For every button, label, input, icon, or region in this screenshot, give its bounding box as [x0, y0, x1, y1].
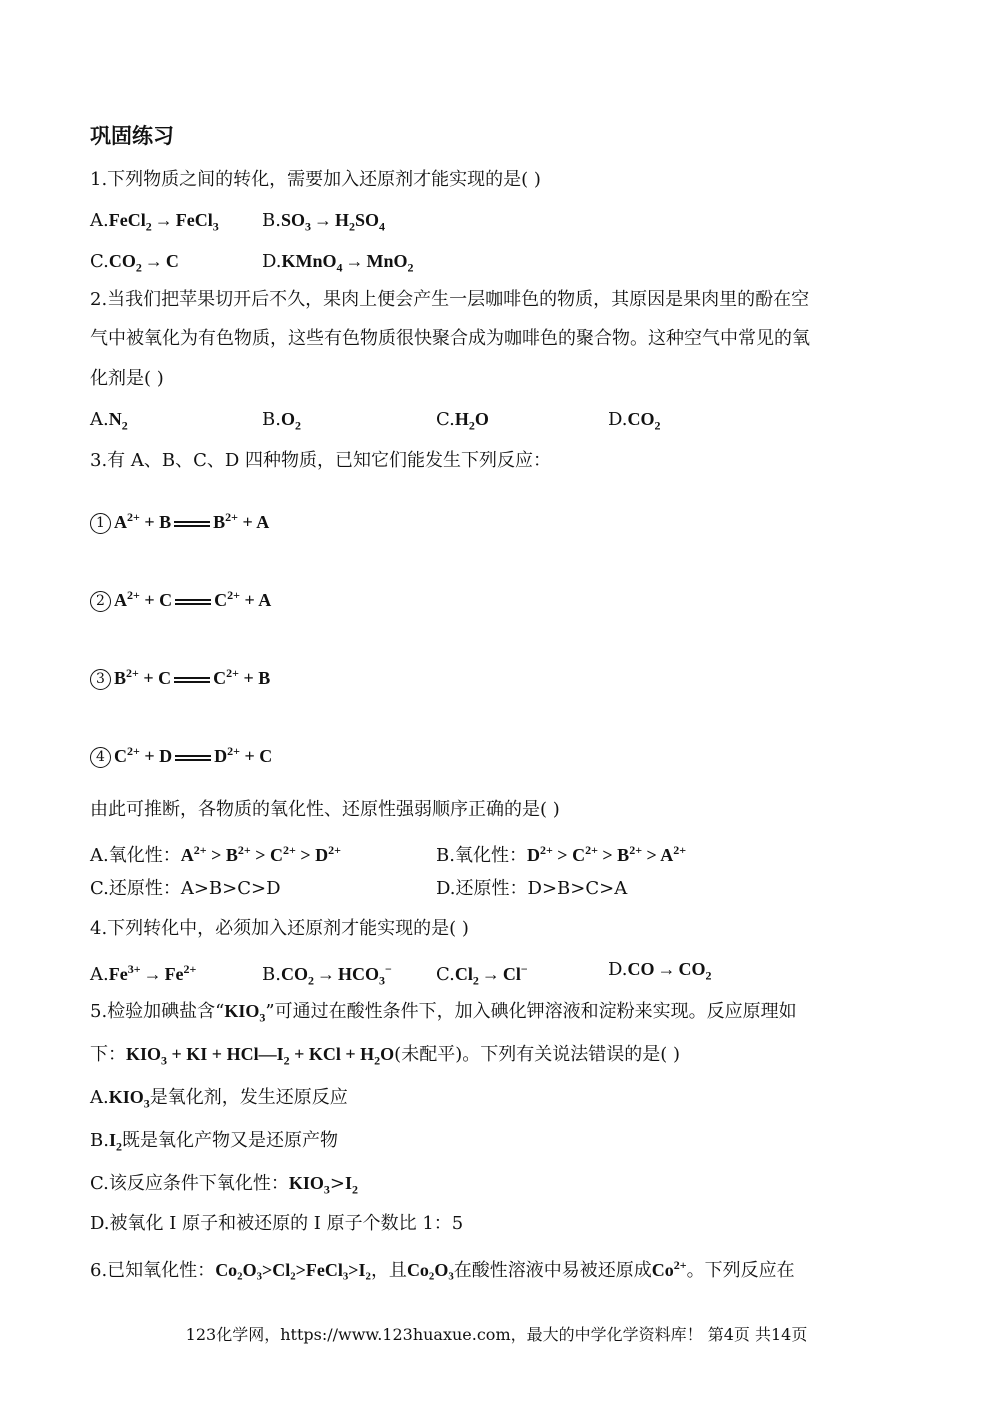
- q3-option-c: C.还原性：A>B>C>D: [90, 878, 281, 899]
- section-title: 巩固练习: [90, 123, 174, 148]
- q5-option-b: $B.I_2$既是氧化产物又是还原产物: [90, 1130, 338, 1154]
- page-footer: 123化学网，https://www.123huaxue.com，最大的中学化学资料库！ 第4页 共14页: [185, 1325, 808, 1344]
- q6-line1: 6.已知氧化性：Co₂O₃>Cl₂>FeCl₃>I₂，且Co₂O₃在酸性溶液中易被还原成$Co^{2+}$。下列反应在: [90, 1258, 795, 1281]
- q2-option-b: $B.O_2$: [262, 409, 301, 433]
- q5-equation: $KIO_3$ + KI + $HCl—I_2$ + KCl + $H_2O$: [126, 1044, 395, 1068]
- q4-option-b: $B.CO_2 \to HCO_3^-$: [262, 962, 392, 988]
- q5-option-c: C.该反应条件下氧化性：$KIO_3>I_2$: [90, 1173, 358, 1197]
- q5-option-a: $A.KIO_3$是氧化剂，发生还原反应: [90, 1087, 348, 1111]
- q2-line2: 气中被氧化为有色物质，这些有色物质很快聚合成为咖啡色的聚合物。这种空气中常见的氧: [90, 328, 810, 349]
- q5-line1: 5.检验加碘盐含“$KIO_3$”可通过在酸性条件下，加入碘化钾溶液和淀粉来实现。反应原理如: [90, 1001, 797, 1025]
- q3-option-a: A.氧化性：$A^{2+} > B^{2+} > C^{2+} > D^{2+}$: [90, 843, 341, 866]
- q3-conclusion: 由此可推断，各物质的氧化性、还原性强弱顺序正确的是( ): [90, 799, 560, 820]
- q4-stem: 4.下列转化中，必须加入还原剂才能实现的是( ): [90, 918, 469, 939]
- q3-reaction-2: 2 $A^{2+} + C$ $C^{2+} + A$: [90, 583, 271, 613]
- q2-option-d: $D.CO_2$: [608, 409, 661, 433]
- q3-reaction-4: 4 $C^{2+} + D$ $D^{2+} + C$: [90, 739, 272, 769]
- q2-option-c: $C.H_2O$: [436, 409, 489, 433]
- q3-stem: 3.有 A、B、C、D 四种物质，已知它们能发生下列反应：: [90, 450, 552, 471]
- q2-option-a: $A.N_2$: [90, 409, 128, 433]
- q5-option-d: D.被氧化 I 原子和被还原的 I 原子个数比 1：5: [90, 1213, 464, 1234]
- q4-option-d: $D.CO \to CO_2$: [608, 959, 712, 983]
- q3-reaction-3: 3 $B^{2+} + C$ $C^{2+} + B$: [90, 661, 270, 691]
- q1-option-a: A.FeCl$_2$ → FeCl$_3$: [90, 210, 219, 234]
- q1-option-b: $B.SO_3 \to H_2SO_4$: [262, 210, 385, 234]
- q1-option-d: D.KMnO$_4$ → MnO$_2$: [262, 251, 414, 275]
- q1-stem: 1.下列物质之间的转化，需要加入还原剂才能实现的是( ): [90, 169, 541, 190]
- q5-line2: 下：$KIO_3$ + KI + $HCl—I_2$ + KCl + $H_2O$(未配平)。下列有关说法错误的是( ): [90, 1044, 680, 1068]
- q3-option-b: B.氧化性：$D^{2+} > C^{2+} > B^{2+} > A^{2+}$: [436, 843, 687, 866]
- q3-reaction-1: 1 $A^{2+} + B$ $B^{2+} + A$: [90, 505, 269, 535]
- q3-option-d: D.还原性：D>B>C>A: [436, 878, 628, 899]
- q4-option-c: $C.Cl_2 \to Cl^-$: [436, 962, 528, 988]
- q2-line3: 化剂是( ): [90, 368, 164, 389]
- q4-option-a: $A.Fe^{3+} \to Fe^{2+}$: [90, 962, 197, 985]
- q1-option-c: $C.CO_2 \to C$: [90, 251, 179, 275]
- q2-line1: 2.当我们把苹果切开后不久，果肉上便会产生一层咖啡色的物质，其原因是果肉里的酚在空: [90, 289, 810, 310]
